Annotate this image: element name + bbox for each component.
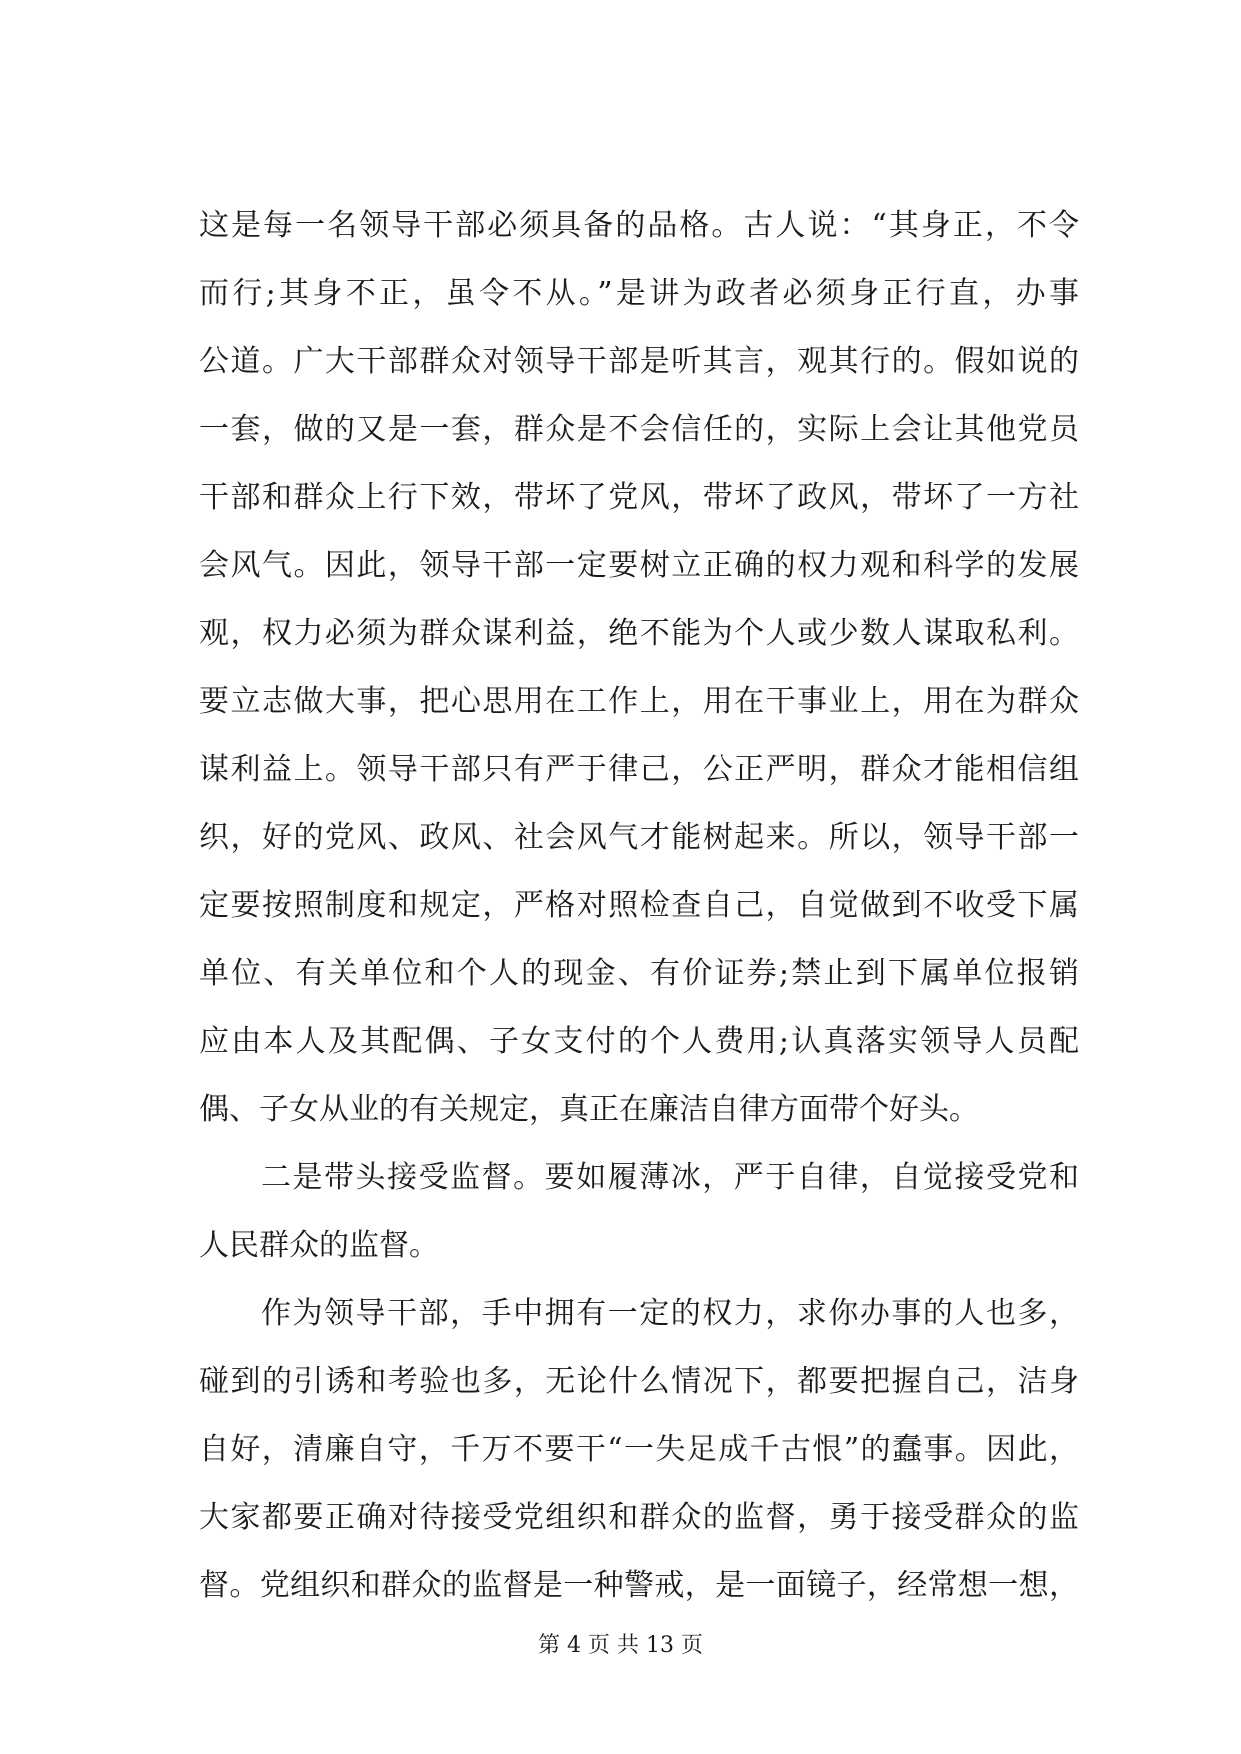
- page-number-footer: 第 4 页 共 13 页: [538, 1633, 703, 1658]
- text-line-21: 督。党组织和群众的监督是一种警戒，是一面镜子，经常想一想，: [199, 1568, 1079, 1603]
- text-line-11: 定要按照制度和规定，严格对照检查自己，自觉做到不收受下属: [199, 888, 1079, 923]
- text-line-13: 应由本人及其配偶、子女支付的个人费用;认真落实领导人员配: [199, 1024, 1079, 1059]
- text-line-6: 会风气。因此，领导干部一定要树立正确的权力观和科学的发展: [199, 548, 1079, 583]
- text-line-5: 干部和群众上行下效，带坏了党风，带坏了政风，带坏了一方社: [199, 480, 1079, 515]
- text-line-7: 观，权力必须为群众谋利益，绝不能为个人或少数人谋取私利。: [199, 616, 1079, 651]
- text-line-15: 二是带头接受监督。要如履薄冰，严于自律，自觉接受党和: [261, 1160, 1079, 1195]
- text-line-1: 这是每一名领导干部必须具备的品格。古人说：“其身正，不令: [199, 208, 1079, 243]
- text-line-14: 偶、子女从业的有关规定，真正在廉洁自律方面带个好头。: [199, 1092, 979, 1127]
- text-line-3: 公道。广大干部群众对领导干部是听其言，观其行的。假如说的: [199, 344, 1079, 379]
- text-line-16: 人民群众的监督。: [199, 1228, 439, 1263]
- text-line-18: 碰到的引诱和考验也多，无论什么情况下，都要把握自己，洁身: [199, 1364, 1079, 1399]
- text-line-10: 织，好的党风、政风、社会风气才能树起来。所以，领导干部一: [199, 820, 1079, 855]
- text-line-12: 单位、有关单位和个人的现金、有价证券;禁止到下属单位报销: [199, 956, 1079, 991]
- text-line-2: 而行;其身不正，虽令不从。”是讲为政者必须身正行直，办事: [199, 276, 1079, 311]
- text-line-20: 大家都要正确对待接受党组织和群众的监督，勇于接受群众的监: [199, 1500, 1079, 1535]
- text-line-8: 要立志做大事，把心思用在工作上，用在干事业上，用在为群众: [199, 684, 1079, 719]
- text-line-19: 自好，清廉自守，千万不要干“一失足成千古恨”的蠢事。因此，: [199, 1432, 1079, 1467]
- text-line-9: 谋利益上。领导干部只有严于律己，公正严明，群众才能相信组: [199, 752, 1079, 787]
- text-line-4: 一套，做的又是一套，群众是不会信任的，实际上会让其他党员: [199, 412, 1079, 447]
- text-line-17: 作为领导干部，手中拥有一定的权力，求你办事的人也多，: [261, 1296, 1079, 1331]
